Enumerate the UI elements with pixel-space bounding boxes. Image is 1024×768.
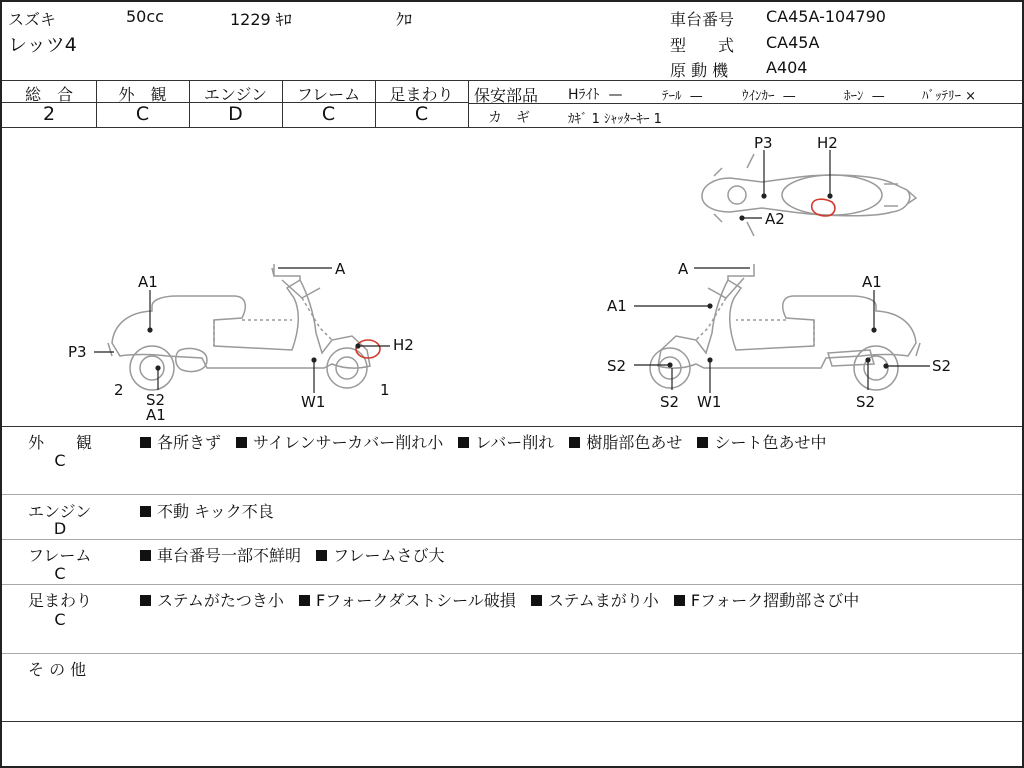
- bullet-icon: [531, 595, 542, 606]
- list-item: サイレンサーカバー削れ小: [253, 433, 444, 452]
- grade-label-frame: フレーム: [296, 85, 361, 104]
- safety-item-winker: ｳｲﾝｶｰ —: [742, 89, 796, 104]
- diagram-label: S2: [660, 393, 680, 411]
- section-grade-exterior: C: [54, 451, 66, 470]
- diagram-label: P3: [754, 134, 773, 152]
- list-item: フレームさび大: [333, 546, 445, 565]
- diagram-label: S2: [607, 357, 627, 375]
- mileage: 1229 ｷﾛ: [230, 10, 292, 29]
- grade-overall: 2: [42, 103, 56, 125]
- safety-item-headlight: Hﾗｲﾄ —: [568, 87, 623, 103]
- scooter-top-view: [702, 154, 916, 236]
- key-label: カ ギ: [488, 110, 530, 126]
- divider: [2, 721, 1024, 722]
- grade-engine: D: [228, 103, 243, 125]
- section-grade-engine: D: [53, 519, 67, 538]
- grade-suspension: C: [414, 103, 429, 125]
- section-title-suspension: 足まわり: [28, 591, 93, 610]
- bullet-icon: [569, 437, 580, 448]
- diagram-label: 1: [380, 381, 390, 399]
- bullet-icon: [140, 550, 151, 561]
- frame-no: CA45A-104790: [766, 7, 886, 26]
- safety-item-horn: ﾎｰﾝ —: [844, 89, 885, 104]
- section-grade-frame: C: [54, 564, 66, 583]
- bullet-icon: [140, 595, 151, 606]
- safety-label: 保安部品: [474, 86, 539, 105]
- divider: [2, 494, 1024, 495]
- bullet-icon: [458, 437, 469, 448]
- grade-label-engine: エンジン: [203, 85, 268, 104]
- diagram-label: 2: [114, 381, 124, 399]
- section-items-exterior: [140, 430, 836, 453]
- list-item: シート色あせ中: [714, 433, 827, 452]
- diagram-label: A: [335, 260, 346, 278]
- grade-label-overall: 総 合: [24, 85, 73, 104]
- engine-label: 原 動 機: [670, 61, 729, 80]
- divider: [2, 539, 1024, 540]
- engine-value: A404: [766, 58, 808, 77]
- diagram-label: S2: [932, 357, 952, 375]
- bullet-icon: [697, 437, 708, 448]
- bullet-icon: [299, 595, 310, 606]
- divider: [2, 653, 1024, 654]
- safety-item-battery: ﾊﾞｯﾃﾘｰ ×: [922, 89, 977, 104]
- section-title-engine: エンジン: [28, 502, 92, 521]
- bullet-icon: [674, 595, 685, 606]
- model-name: レッツ4: [8, 34, 77, 56]
- bullet-icon: [316, 550, 327, 561]
- key-value: ｶｷﾞ 1 ｼｬｯﾀｰｷｰ 1: [568, 112, 662, 127]
- section-grade-suspension: C: [54, 610, 66, 629]
- grade-frame: C: [321, 103, 336, 125]
- list-item: Fフォークダストシール破損: [315, 591, 516, 610]
- divider: [2, 80, 1024, 81]
- diagram-label: H2: [817, 134, 838, 152]
- section-items-suspension: [140, 588, 869, 611]
- divider: [2, 426, 1024, 427]
- diagram-label: A: [678, 260, 689, 278]
- bullet-icon: [236, 437, 247, 448]
- diagram-label: W1: [697, 393, 722, 411]
- frame-no-label: 車台番号: [670, 10, 735, 29]
- diagram-label: A2: [765, 210, 785, 228]
- grade-label-suspension: 足まわり: [389, 85, 454, 104]
- grade-label-exterior: 外 観: [118, 85, 167, 104]
- displacement: 50cc: [126, 7, 164, 26]
- diagram-label: S2: [146, 391, 166, 409]
- diagram-label: W1: [301, 393, 326, 411]
- list-item: Fフォーク摺動部さび中: [690, 591, 860, 610]
- section-title-other: そ の 他: [28, 660, 87, 679]
- bullet-icon: [140, 506, 151, 517]
- diagram-label: P3: [68, 343, 87, 361]
- type-value: CA45A: [766, 33, 820, 52]
- safety-item-tail: ﾃｰﾙ —: [662, 89, 703, 104]
- diagram-label: H2: [393, 336, 414, 354]
- divider: [2, 584, 1024, 585]
- section-title-exterior: 外 観: [28, 433, 93, 452]
- body-color: ｸﾛ: [396, 10, 413, 29]
- grade-exterior: C: [135, 103, 150, 125]
- type-label: 型 式: [670, 36, 735, 55]
- maker: スズキ: [8, 10, 57, 29]
- list-item: ステムまがり小: [547, 591, 659, 610]
- bullet-icon: [140, 437, 151, 448]
- list-item: 樹脂部色あせ: [586, 433, 683, 452]
- list-item: ステムがたつき小: [157, 591, 284, 610]
- diagram-label: A1: [607, 297, 627, 315]
- damage-diagram: [2, 128, 1024, 426]
- section-items-frame: [140, 543, 454, 566]
- section-items-engine: [140, 499, 284, 522]
- damage-marker-h2-top: [812, 199, 835, 216]
- diagram-label: A1: [862, 273, 882, 291]
- list-item: レバー削れ: [475, 433, 555, 452]
- list-item: 車台番号一部不鮮明: [157, 546, 302, 565]
- diagram-label: S2: [856, 393, 876, 411]
- divider: [468, 80, 469, 127]
- list-item: 不動 キック不良: [157, 502, 274, 521]
- diagram-label: A1: [138, 273, 158, 291]
- section-title-frame: フレーム: [28, 546, 92, 565]
- list-item: 各所きず: [157, 433, 222, 452]
- diagram-label: A1: [146, 406, 166, 424]
